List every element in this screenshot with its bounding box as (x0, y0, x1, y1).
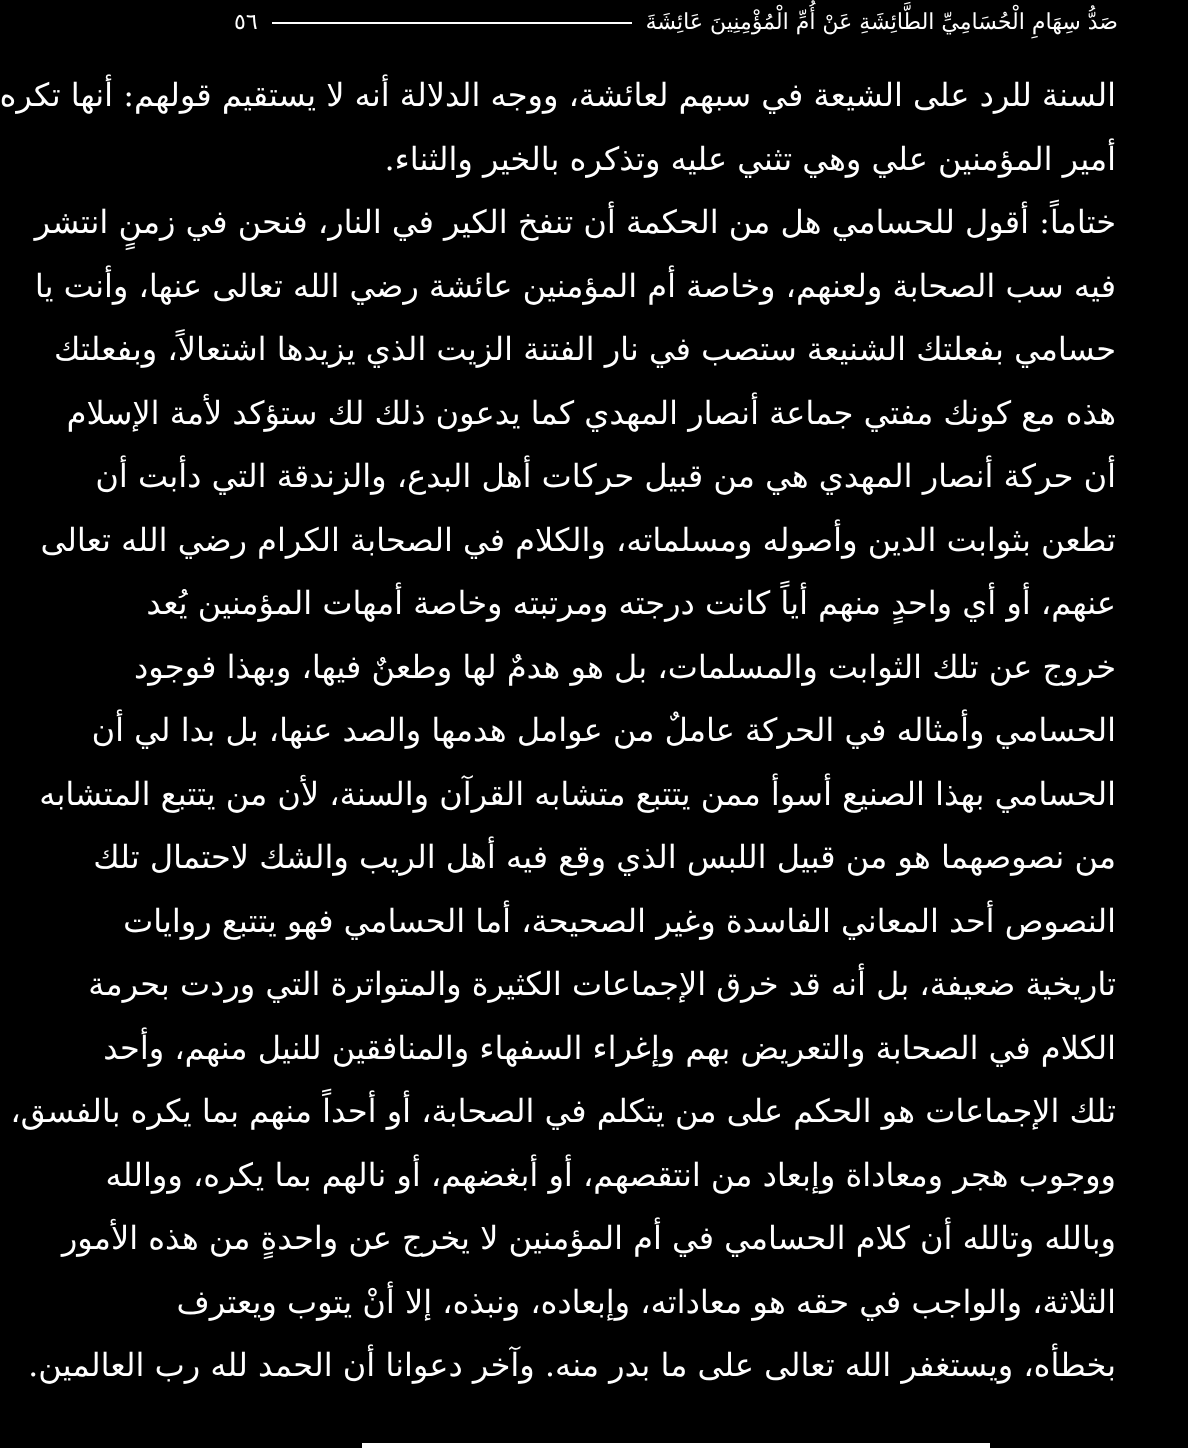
text-line: بخطأه، ويستغفر الله تعالى على ما بدر منه. وآخر دعوانا أن الحمد لله رب العالمين. (28, 1346, 1116, 1384)
text-line: خروج عن تلك الثوابت والمسلمات، بل هو هدمٌ لها وطعنٌ فيها، وبهذا فوجود (134, 647, 1116, 686)
text-line: من نصوصهما هو من قبيل اللبس الذي وقع فيه أهل الريب والشك لاحتمال تلك (93, 838, 1116, 876)
text-line: تطعن بثوابت الدين وأصوله ومسلماته، والكلام في الصحابة الكرام رضي الله تعالى (40, 520, 1116, 559)
text-line: أن حركة أنصار المهدي هي من قبيل حركات أهل البدع، والزندقة التي دأبت أن (95, 457, 1116, 495)
page-number: ٥٦ (234, 10, 258, 35)
text-line: السنة للرد على الشيعة في سبهم لعائشة، ووجه الدلالة أنه لا يستقيم قولهم: أنها تكره (0, 76, 1116, 114)
text-line: الكلام في الصحابة والتعريض بهم وإغراء السفهاء والمنافقين للنيل منهم، وأحد (103, 1028, 1116, 1067)
text-line: الحسامي بهذا الصنيع أسوأ ممن يتتبع متشابه القرآن والسنة، لأن من يتتبع المتشابه (39, 774, 1116, 813)
text-line: فيه سب الصحابة ولعنهم، وخاصة أم المؤمنين عائشة رضي الله تعالى عنها، وأنت يا (34, 266, 1116, 305)
text-line: وبالله وتالله أن كلام الحسامي في أم المؤمنين لا يخرج عن واحدةٍ من هذه الأمور (61, 1219, 1116, 1257)
text-line: الثلاثة، والواجب في حقه هو معاداته، وإبعاده، ونبذه، إلا أنْ يتوب ويعترف (176, 1282, 1116, 1321)
body-text (0, 64, 1116, 1398)
text-line: الحسامي وأمثاله في الحركة عاملٌ من عوامل هدمها والصد عنها، بل بدا لي أن (91, 711, 1116, 749)
header-divider (272, 22, 632, 24)
text-line: حسامي بفعلتك الشنيعة ستصب في نار الفتنة الزيت الذي يزيدها اشتعالاً، وبفعلتك (54, 330, 1116, 368)
text-line: تلك الإجماعات هو الحكم على من يتكلم في الصحابة، أو أحداً منهم بما يكره بالفسق، (10, 1092, 1116, 1130)
text-line: عنهم، أو أي واحدٍ منهم أياً كانت درجته ومرتبته وخاصة أمهات المؤمنين يُعد (146, 584, 1116, 622)
text-line: ختاماً: أقول للحسامي هل من الحكمة أن تنفخ الكير في النار، فنحن في زمنٍ انتشر (34, 203, 1116, 241)
text-line: ووجوب هجر ومعاداة وإبعاد من انتقصهم، أو أبغضهم، أو نالهم بما يكره، ووالله (105, 1155, 1116, 1194)
text-line: النصوص أحد المعاني الفاسدة وغير الصحيحة، أما الحسامي فهو يتتبع روايات (123, 901, 1116, 940)
running-title: صَدُّ سِهَامِ الْحُسَامِيِّ الطَّائِشَةِ عَنْ أُمِّ الْمُؤْمِنِينَ عَائِشَةَ (645, 10, 1118, 35)
text-line: تاريخية ضعيفة، بل أنه قد خرق الإجماعات الكثيرة والمتواترة التي وردت بحرمة (88, 965, 1116, 1003)
text-line: هذه مع كونك مفتي جماعة أنصار المهدي كما يدعون ذلك لك ستؤكد لأمة الإسلام (66, 393, 1116, 432)
page-header (234, 4, 1118, 42)
text-line: أمير المؤمنين علي وهي تثني عليه وتذكره بالخير والثناء. (384, 139, 1116, 178)
footer-divider (362, 1443, 990, 1448)
